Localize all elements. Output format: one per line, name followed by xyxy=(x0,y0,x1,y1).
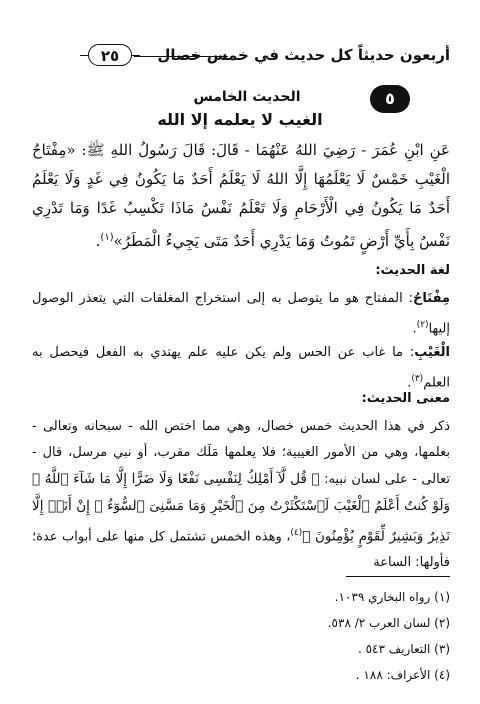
quran-verse: ﴿ قُل لَّآ أَمْلِكُ لِنَفْسِى نَفْعًا وَلَا ضَرًّا إِلَّا مَا شَآءَ ٱللَّهُ ۚ وَلَوْ كُنتُ أَعْلَمُ ٱلْغَيْبَ لَٱسْتَكْثَرْتُ مِنَ ٱلْخَيْرِ وَمَا مَسَّنِىَ ٱلسُّوٓءُ ۚ إِنْ أَنَا۠ إِلَّا نَذِيرٌ وَبَشِيرٌ لِّقَوْمٍ يُؤْمِنُونَ ﴾ xyxy=(32,471,451,545)
explanation-intro: ذكر في هذا الحديث خمس خصال، وهي مما اختص الله - سبحانه وتعالى - بعلمها، وهي من الأمور الغيبية؛ فلا يعلمها مَلَك مقرب، أو نبي مرسل، قال - تعالى - على لسان نبيه: xyxy=(32,419,450,487)
hadith-title: الغيب لا يعلمه إلا الله xyxy=(157,110,323,129)
footnote-item: (١) رواه البخاري ١٠٣٩. xyxy=(334,590,450,604)
hadith-text: عَنِ ابْنِ عُمَرَ - رَضِيَ اللهُ عَنْهُمَا - قَالَ: قَالَ رَسُولُ اللهِ ﷺ: «مِفْتَاحُ الْغَيْبِ خَمْسٌ لَا يَعْلَمُهَا إِلَّا اللهُ لَا يَعْلَمُ أَحَدٌ مَا يَكُونُ فِي غَدٍ وَلَا يَعْلَمُ أَحَدٌ مَا يَكُونُ فِي الْأَرْحَامِ وَلَا تَعْلَمُ نَفْسٌ مَاذَا تَكْسِبُ غَدًا وَمَا تَدْرِي نَفْسٌ بِأَيِّ أَرْضٍ تَمُوتُ وَمَا يَدْرِي أَحَدٌ مَتَى يَجِيءُ الْمَطَرُ»$^{(١)}$. xyxy=(32,141,450,250)
definition-item: الْغَيْبِ: ما غاب عن الحس ولم يكن عليه علم يهتدي به الفعل فيحصل به العلم$^{(٣)}$. xyxy=(32,345,450,391)
footnote-item: (٢) لسان العرب ٢/ ٥٣٨. xyxy=(327,616,450,630)
header-rule xyxy=(134,56,228,57)
footnote-divider xyxy=(346,576,450,577)
footnote-ref: (١) xyxy=(100,232,114,243)
page-number: ٢٥ xyxy=(88,44,132,66)
definition-term: مِفْتَاحُ xyxy=(413,291,450,306)
page-box-arm xyxy=(80,55,88,56)
section-heading-language: لغة الحديث: xyxy=(375,263,450,278)
running-title: أربعون حديثاً كل حديث في خمس خصال xyxy=(157,46,450,64)
hadith-label: الحديث الخامس xyxy=(193,89,301,105)
footnote-ref: (٤) xyxy=(290,528,303,538)
section-heading-meaning: معنى الحديث: xyxy=(361,391,450,406)
explanation-paragraph xyxy=(32,414,450,576)
footnotes-list xyxy=(30,584,450,688)
footnote-item: (٤) الأعراف: ١٨٨ . xyxy=(355,668,450,682)
definition-item: مِفْتَاحُ: المفتاح هو ما يتوصل به إلى استخراج المغلقات التي يتعذر الوصول إليها$^{(٢)}$. xyxy=(32,291,450,337)
definition-text: : ما غاب عن الحس ولم يكن عليه علم يهتدي به الفعل فيحصل به العلم xyxy=(32,345,450,391)
definition-term: الْغَيْبِ xyxy=(414,345,450,360)
page-box-arm xyxy=(132,55,140,56)
footnote-ref: (٣) xyxy=(411,374,424,384)
hadith-body: عَنِ ابْنِ عُمَرَ - رَضِيَ اللهُ عَنْهُمَا - قَالَ: قَالَ رَسُولُ اللهِ ﷺ: «مِفْتَاحُ الْغَيْبِ خَمْسٌ لَا يَعْلَمُهَا إِلَّا اللهُ لَا يَعْلَمُ أَحَدٌ مَا يَكُونُ فِي غَدٍ وَلَا يَعْلَمُ أَحَدٌ مَا يَكُونُ فِي الْأَرْحَامِ وَلَا تَعْلَمُ نَفْسٌ مَاذَا تَكْسِبُ غَدًا وَمَا تَدْرِي نَفْسٌ بِأَيِّ أَرْضٍ تَمُوتُ وَمَا يَدْرِي أَحَدٌ مَتَى يَجِيءُ الْمَطَرُ» xyxy=(32,141,450,250)
footnote-ref: (٢) xyxy=(416,320,429,330)
hadith-number-badge: ٥ xyxy=(370,85,410,113)
footnote-item: (٣) التعاريف ٥٤٣ . xyxy=(357,642,450,656)
explanation-continuation: ، وهذه الخمس تشتمل كل منها على أبواب عدة؛ فأولها: الساعة xyxy=(32,529,450,571)
running-header xyxy=(30,44,450,70)
definition-text: : المفتاح هو ما يتوصل به إلى استخراج المغلقات التي يتعذر الوصول إليها xyxy=(32,291,450,337)
